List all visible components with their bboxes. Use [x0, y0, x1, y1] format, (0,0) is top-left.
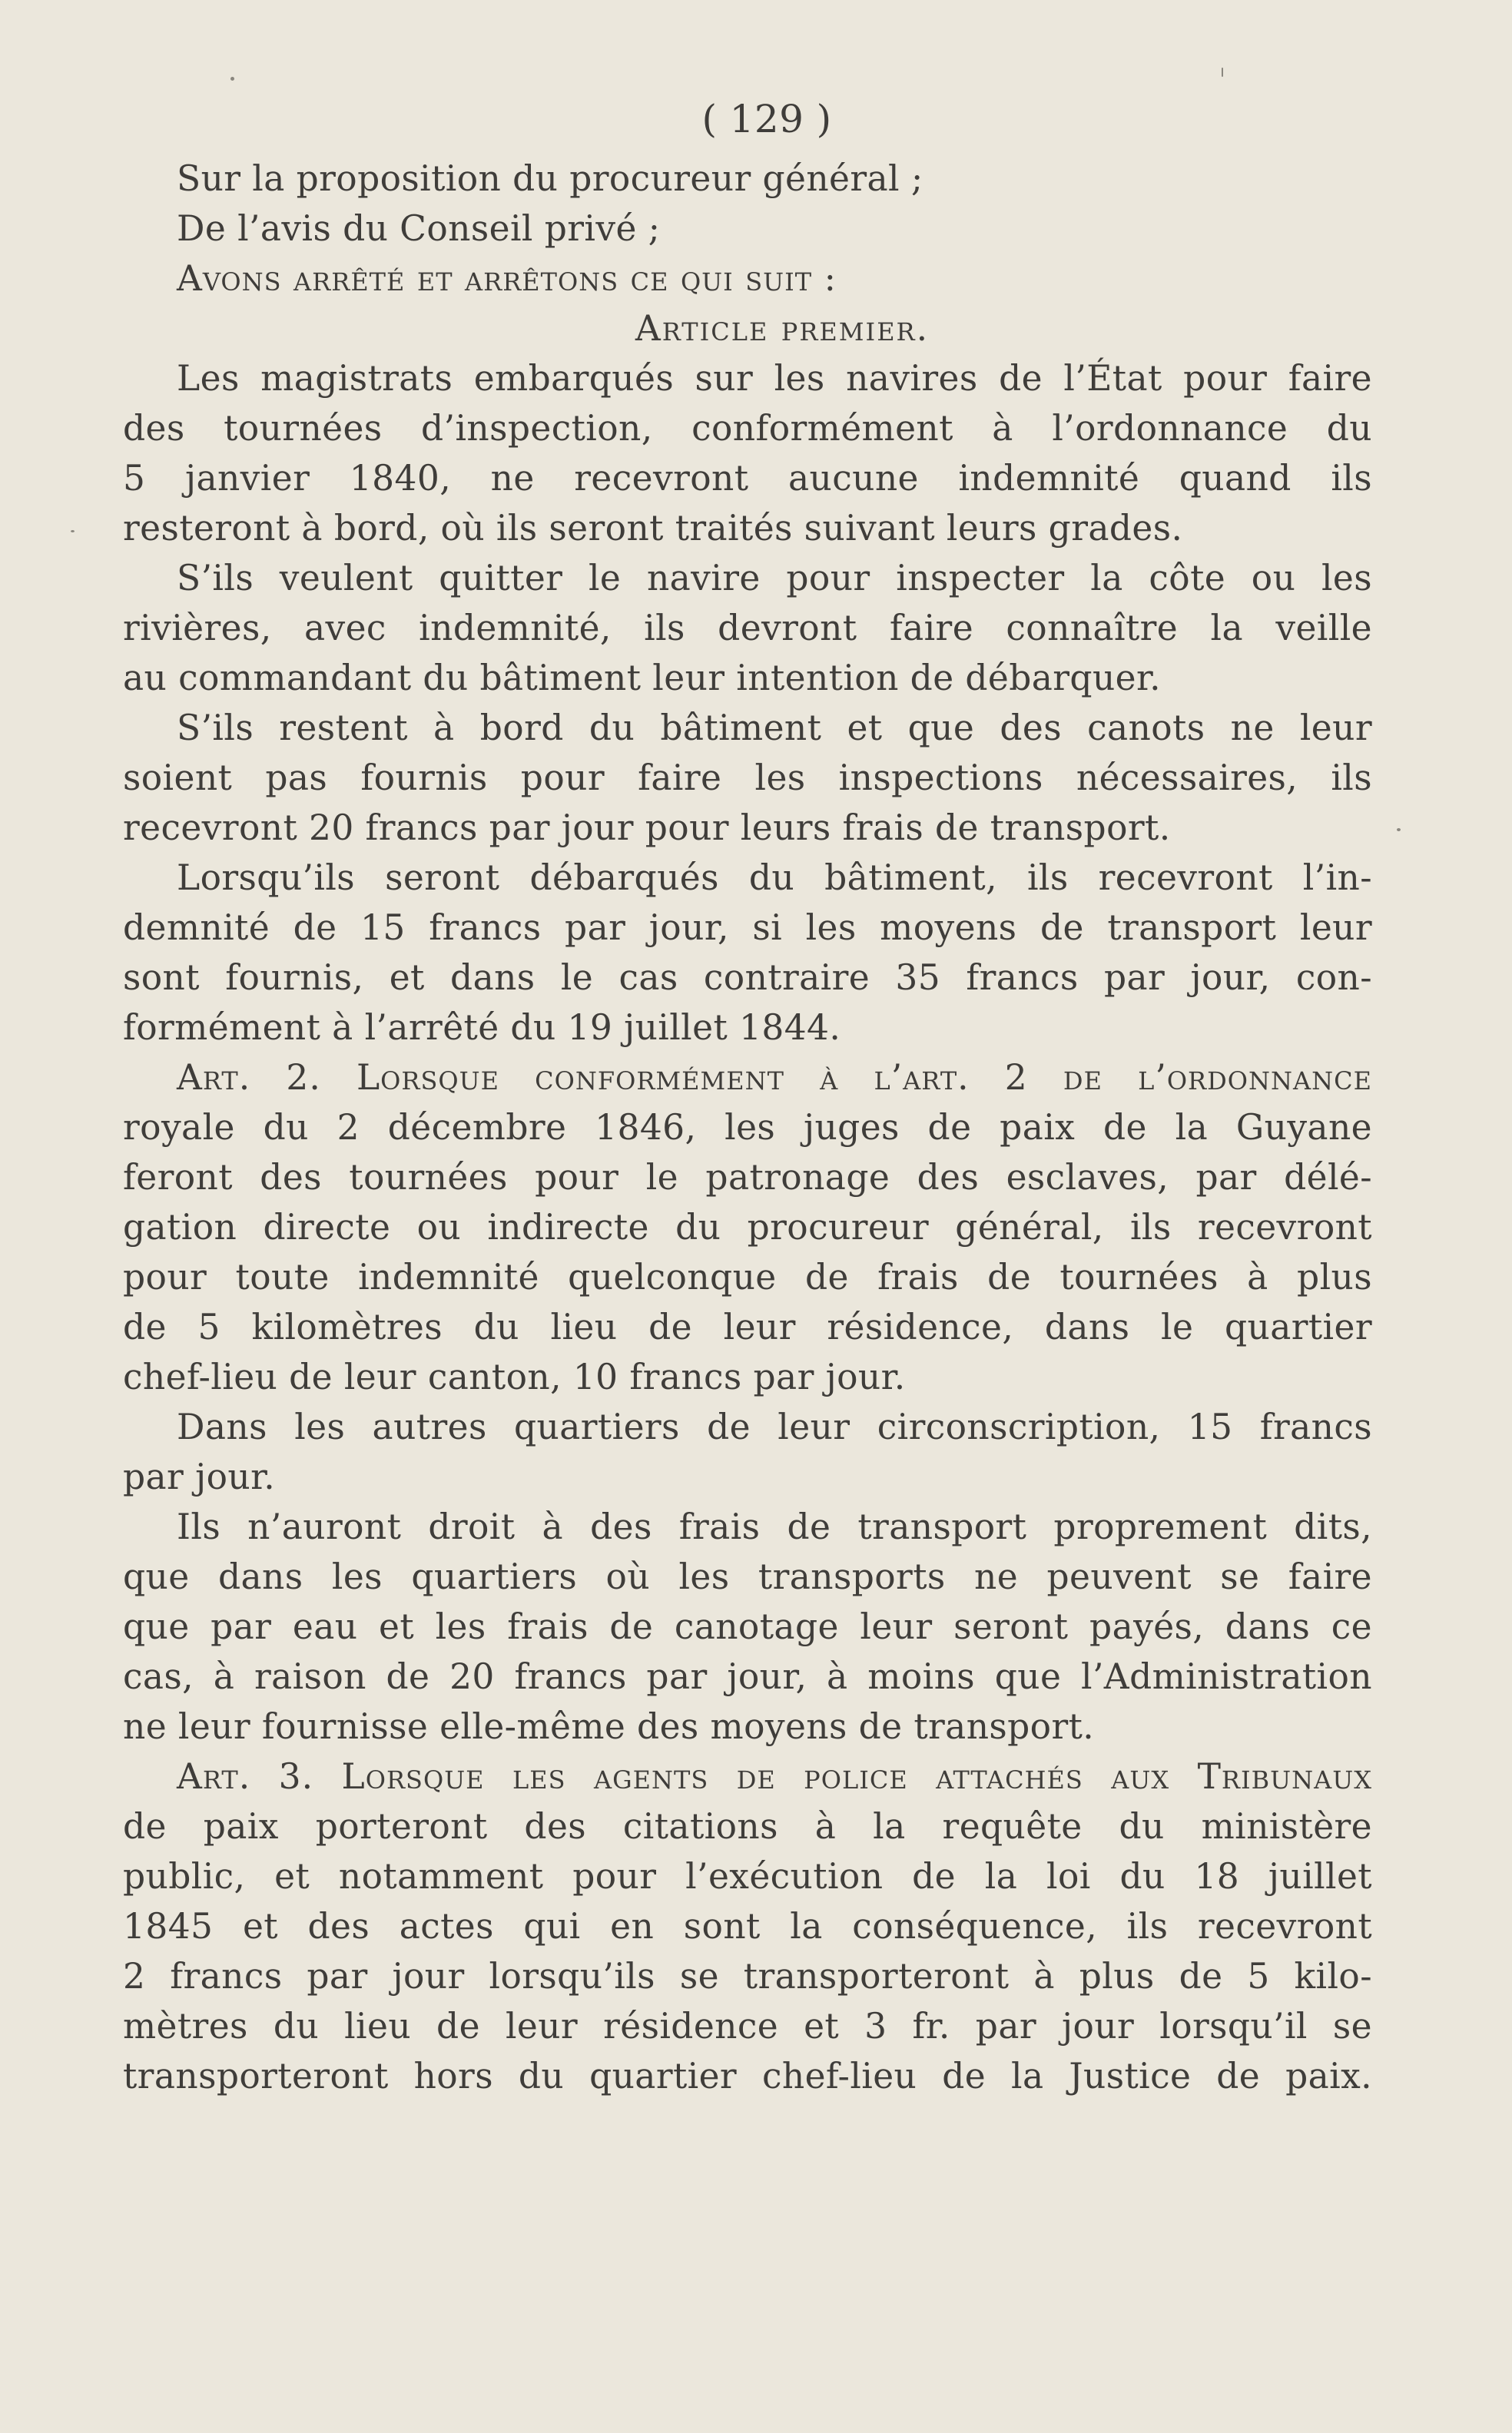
page-number: ( 129 ) [701, 97, 832, 141]
text-line: public, et notamment pour l’exécution de la loi du 18 juillet [123, 1856, 1372, 1897]
text-line: pour toute indemnité quelconque de frais de tournées à plus [123, 1257, 1372, 1298]
text-line: soient pas fournis pour faire les inspections nécessaires, ils [123, 757, 1372, 798]
text-line: S’ils restent à bord du bâtiment et que des canots ne leur [177, 708, 1372, 748]
text-line: demnité de 15 francs par jour, si les moyens de transport leur [123, 907, 1372, 948]
text-line: S’ils veulent quitter le navire pour inspecter la côte ou les [177, 558, 1372, 598]
text-line: resteront à bord, où ils seront traités suivant leurs grades. [123, 508, 1183, 549]
text-line: royale du 2 décembre 1846, les juges de paix de la Guyane [123, 1107, 1372, 1148]
text-line: transporteront hors du quartier chef-lieu de la Justice de paix. [123, 2056, 1372, 2097]
text-line: de paix porteront des citations à la requête du ministère [123, 1806, 1372, 1847]
text-line: que dans les quartiers où les transports ne peuvent se faire [123, 1556, 1372, 1597]
text-line: 5 janvier 1840, ne recevront aucune indemnité quand ils [123, 458, 1372, 499]
text-line: Avons arrêté et arrêtons ce qui suit : [177, 258, 837, 299]
text-line: de 5 kilomètres du lieu de leur résidence, dans le quartier [123, 1307, 1372, 1347]
paper-speck [1222, 68, 1223, 77]
text-line: Art. 2. Lorsque conformément à l’art. 2 de l’ordonnance [177, 1057, 1372, 1098]
page-text [123, 85, 1372, 2101]
text-line: De l’avis du Conseil privé ; [177, 208, 661, 249]
section-heading: Article premier. [635, 308, 930, 349]
text-line: Dans les autres quartiers de leur circonscription, 15 francs [177, 1407, 1372, 1447]
text-line: formément à l’arrêté du 19 juillet 1844. [123, 1007, 841, 1048]
text-line: que par eau et les frais de canotage leur seront payés, dans ce [123, 1606, 1372, 1647]
paper-speck [230, 77, 234, 81]
text-line: mètres du lieu de leur résidence et 3 fr. par jour lorsqu’il se [123, 2006, 1372, 2047]
text-line: Sur la proposition du procureur général ; [177, 158, 923, 199]
text-line: recevront 20 francs par jour pour leurs frais de transport. [123, 807, 1171, 848]
text-line: cas, à raison de 20 francs par jour, à moins que l’Administration [123, 1656, 1372, 1697]
text-line: gation directe ou indirecte du procureur général, ils recevront [123, 1207, 1372, 1248]
text-line: 1845 et des actes qui en sont la conséquence, ils recevront [123, 1906, 1372, 1947]
text-line: par jour. [123, 1457, 276, 1497]
text-line: Lorsqu’ils seront débarqués du bâtiment, ils recevront l’in- [177, 857, 1372, 898]
text-line: Ils n’auront droit à des frais de transport proprement dits, [177, 1507, 1372, 1547]
text-line: 2 francs par jour lorsqu’ils se transporteront à plus de 5 kilo- [123, 1956, 1372, 1997]
paper-speck [71, 530, 75, 532]
text-line: ne leur fournisse elle-même des moyens de transport. [123, 1706, 1095, 1747]
text-line: rivières, avec indemnité, ils devront faire connaître la veille [123, 608, 1372, 648]
text-line: feront des tournées pour le patronage des esclaves, par délé- [123, 1157, 1372, 1198]
text-line: Les magistrats embarqués sur les navires de l’État pour faire [177, 358, 1372, 399]
text-line: au commandant du bâtiment leur intention de débarquer. [123, 658, 1162, 698]
paper-speck [1397, 828, 1401, 831]
text-line: sont fournis, et dans le cas contraire 35 francs par jour, con- [123, 957, 1372, 998]
text-line: Art. 3. Lorsque les agents de police attachés aux Tribunaux [177, 1756, 1372, 1797]
text-line: chef-lieu de leur canton, 10 francs par jour. [123, 1357, 906, 1397]
text-line: des tournées d’inspection, conformément à l’ordonnance du [123, 408, 1372, 449]
